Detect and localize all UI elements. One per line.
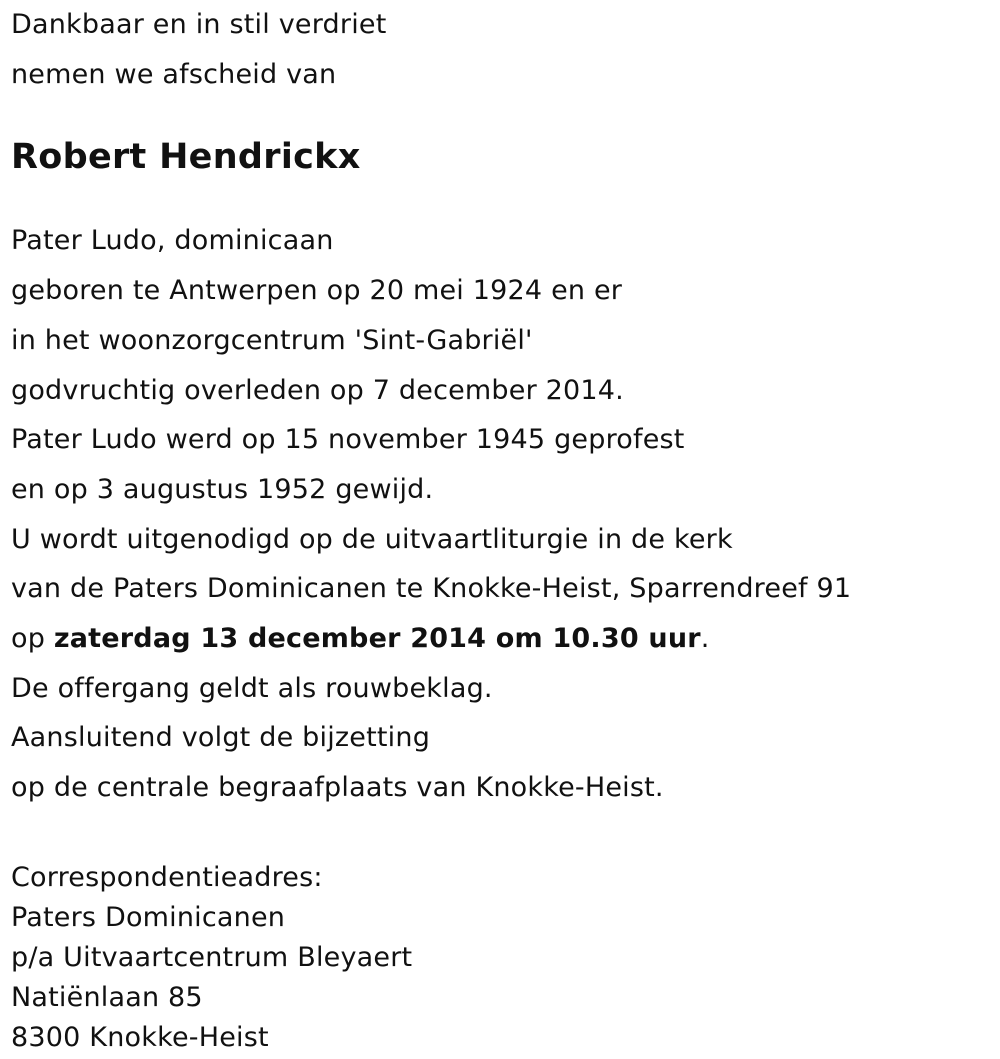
body-line: en op 3 augustus 1952 gewijd. [11, 473, 434, 505]
funeral-datetime-line [11, 614, 991, 664]
funeral-prefix: op [11, 623, 54, 655]
body-section [11, 216, 991, 812]
correspondence-heading: Correspondentieadres: [11, 861, 323, 893]
body-line: in het woonzorgcentrum 'Sint-Gabriël' [11, 324, 533, 356]
funeral-suffix: . [700, 623, 710, 655]
correspondence-address [11, 858, 991, 1058]
body-line: geboren te Antwerpen op 20 mei 1924 en er [11, 275, 623, 307]
body-line: Pater Ludo, dominicaan [11, 225, 334, 257]
funeral-datetime: zaterdag 13 december 2014 om 10.30 uur [53, 623, 701, 655]
body-line: Pater Ludo werd op 15 november 1945 geprofest [11, 424, 685, 456]
body-line: De offergang geldt als rouwbeklag. [11, 672, 493, 704]
body-line: van de Paters Dominicanen te Knokke-Heist, Sparrendreef 91 [11, 573, 852, 605]
address-line: p/a Uitvaartcentrum Bleyaert [11, 941, 413, 973]
body-line: Aansluitend volgt de bijzetting [11, 722, 431, 754]
address-line: Natiënlaan 85 [11, 981, 203, 1013]
address-line: 8300 Knokke-Heist [11, 1021, 269, 1053]
obituary-notice [11, 0, 991, 1058]
body-line: U wordt uitgenodigd op de uitvaartliturgie in de kerk [11, 523, 733, 555]
body-line: op de centrale begraafplaats van Knokke-Heist. [11, 772, 664, 804]
body-line: godvruchtig overleden op 7 december 2014. [11, 374, 624, 406]
address-line: Paters Dominicanen [11, 901, 286, 933]
intro-section [11, 0, 991, 99]
intro-line-1: Dankbaar en in stil verdriet [11, 9, 387, 40]
deceased-name: Robert Hendrickx [11, 137, 361, 178]
intro-line-2: nemen we afscheid van [11, 58, 337, 90]
